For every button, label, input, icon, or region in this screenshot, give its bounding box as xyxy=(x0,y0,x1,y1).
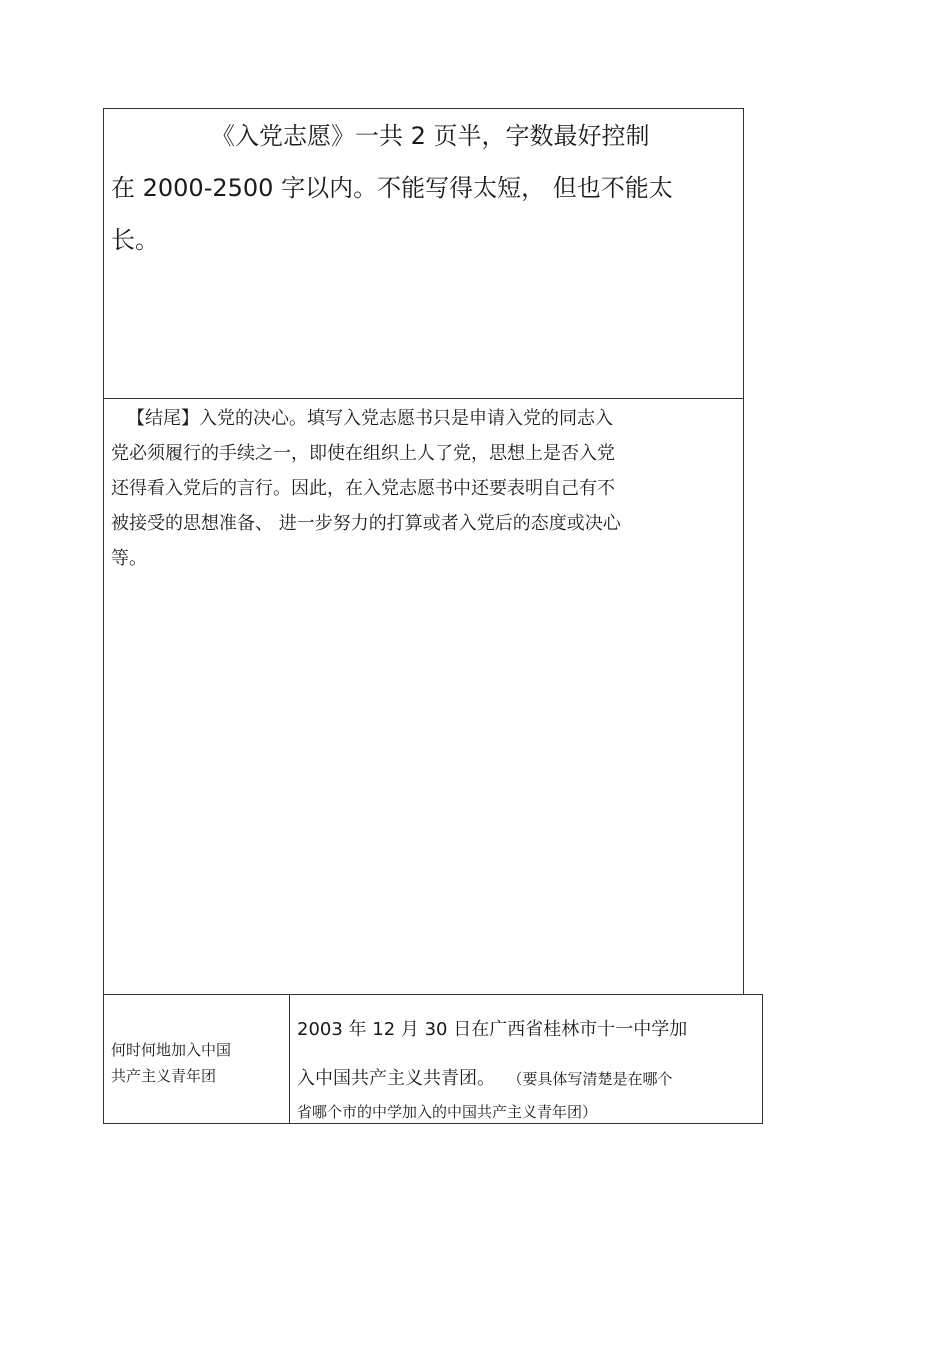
intro-line-1: 《入党志愿》一共 2 页半，字数最好控制 xyxy=(211,122,650,150)
ending-line-4: 被接受的思想准备、 进一步努力的打算或者入党后的态度或决心 xyxy=(111,513,621,534)
row-bottom-border xyxy=(103,1123,763,1124)
league-label-line-1: 何时何地加入中国 xyxy=(111,1041,232,1059)
ending-line-5: 等。 xyxy=(111,548,147,569)
row-top-border xyxy=(103,994,763,995)
ending-line-1: 【结尾】入党的决心。填写入党志愿书只是申请入党的同志入 xyxy=(127,408,613,429)
league-answer-main: 入中国共产主义共青团。 xyxy=(297,1068,495,1089)
intro-line-3: 长。 xyxy=(111,226,159,254)
league-answer-line-3: 省哪个市的中学加入的中国共产主义青年团） xyxy=(297,1103,598,1121)
box-top-border xyxy=(103,108,744,109)
intro-line-2: 在 2000-2500 字以内。不能写得太短， 但也不能太 xyxy=(111,174,673,202)
league-answer-line-1: 2003 年 12 月 30 日在广西省桂林市十一中学加 xyxy=(297,1019,688,1040)
league-label-line-2: 共产主义青年团 xyxy=(111,1067,217,1085)
row-column-divider xyxy=(289,994,290,1124)
box-right-border xyxy=(743,108,744,995)
box-left-border xyxy=(103,108,104,1124)
section-divider xyxy=(103,398,744,399)
ending-line-3: 还得看入党后的言行。因此，在入党志愿书中还要表明自己有不 xyxy=(111,478,615,499)
league-answer-note: （要具体写清楚是在哪个 xyxy=(515,1070,673,1088)
ending-line-2: 党必须履行的手续之一，即使在组织上人了党，思想上是否入党 xyxy=(111,443,615,464)
row-right-border xyxy=(762,994,763,1124)
league-answer-line-2 xyxy=(297,1064,673,1090)
